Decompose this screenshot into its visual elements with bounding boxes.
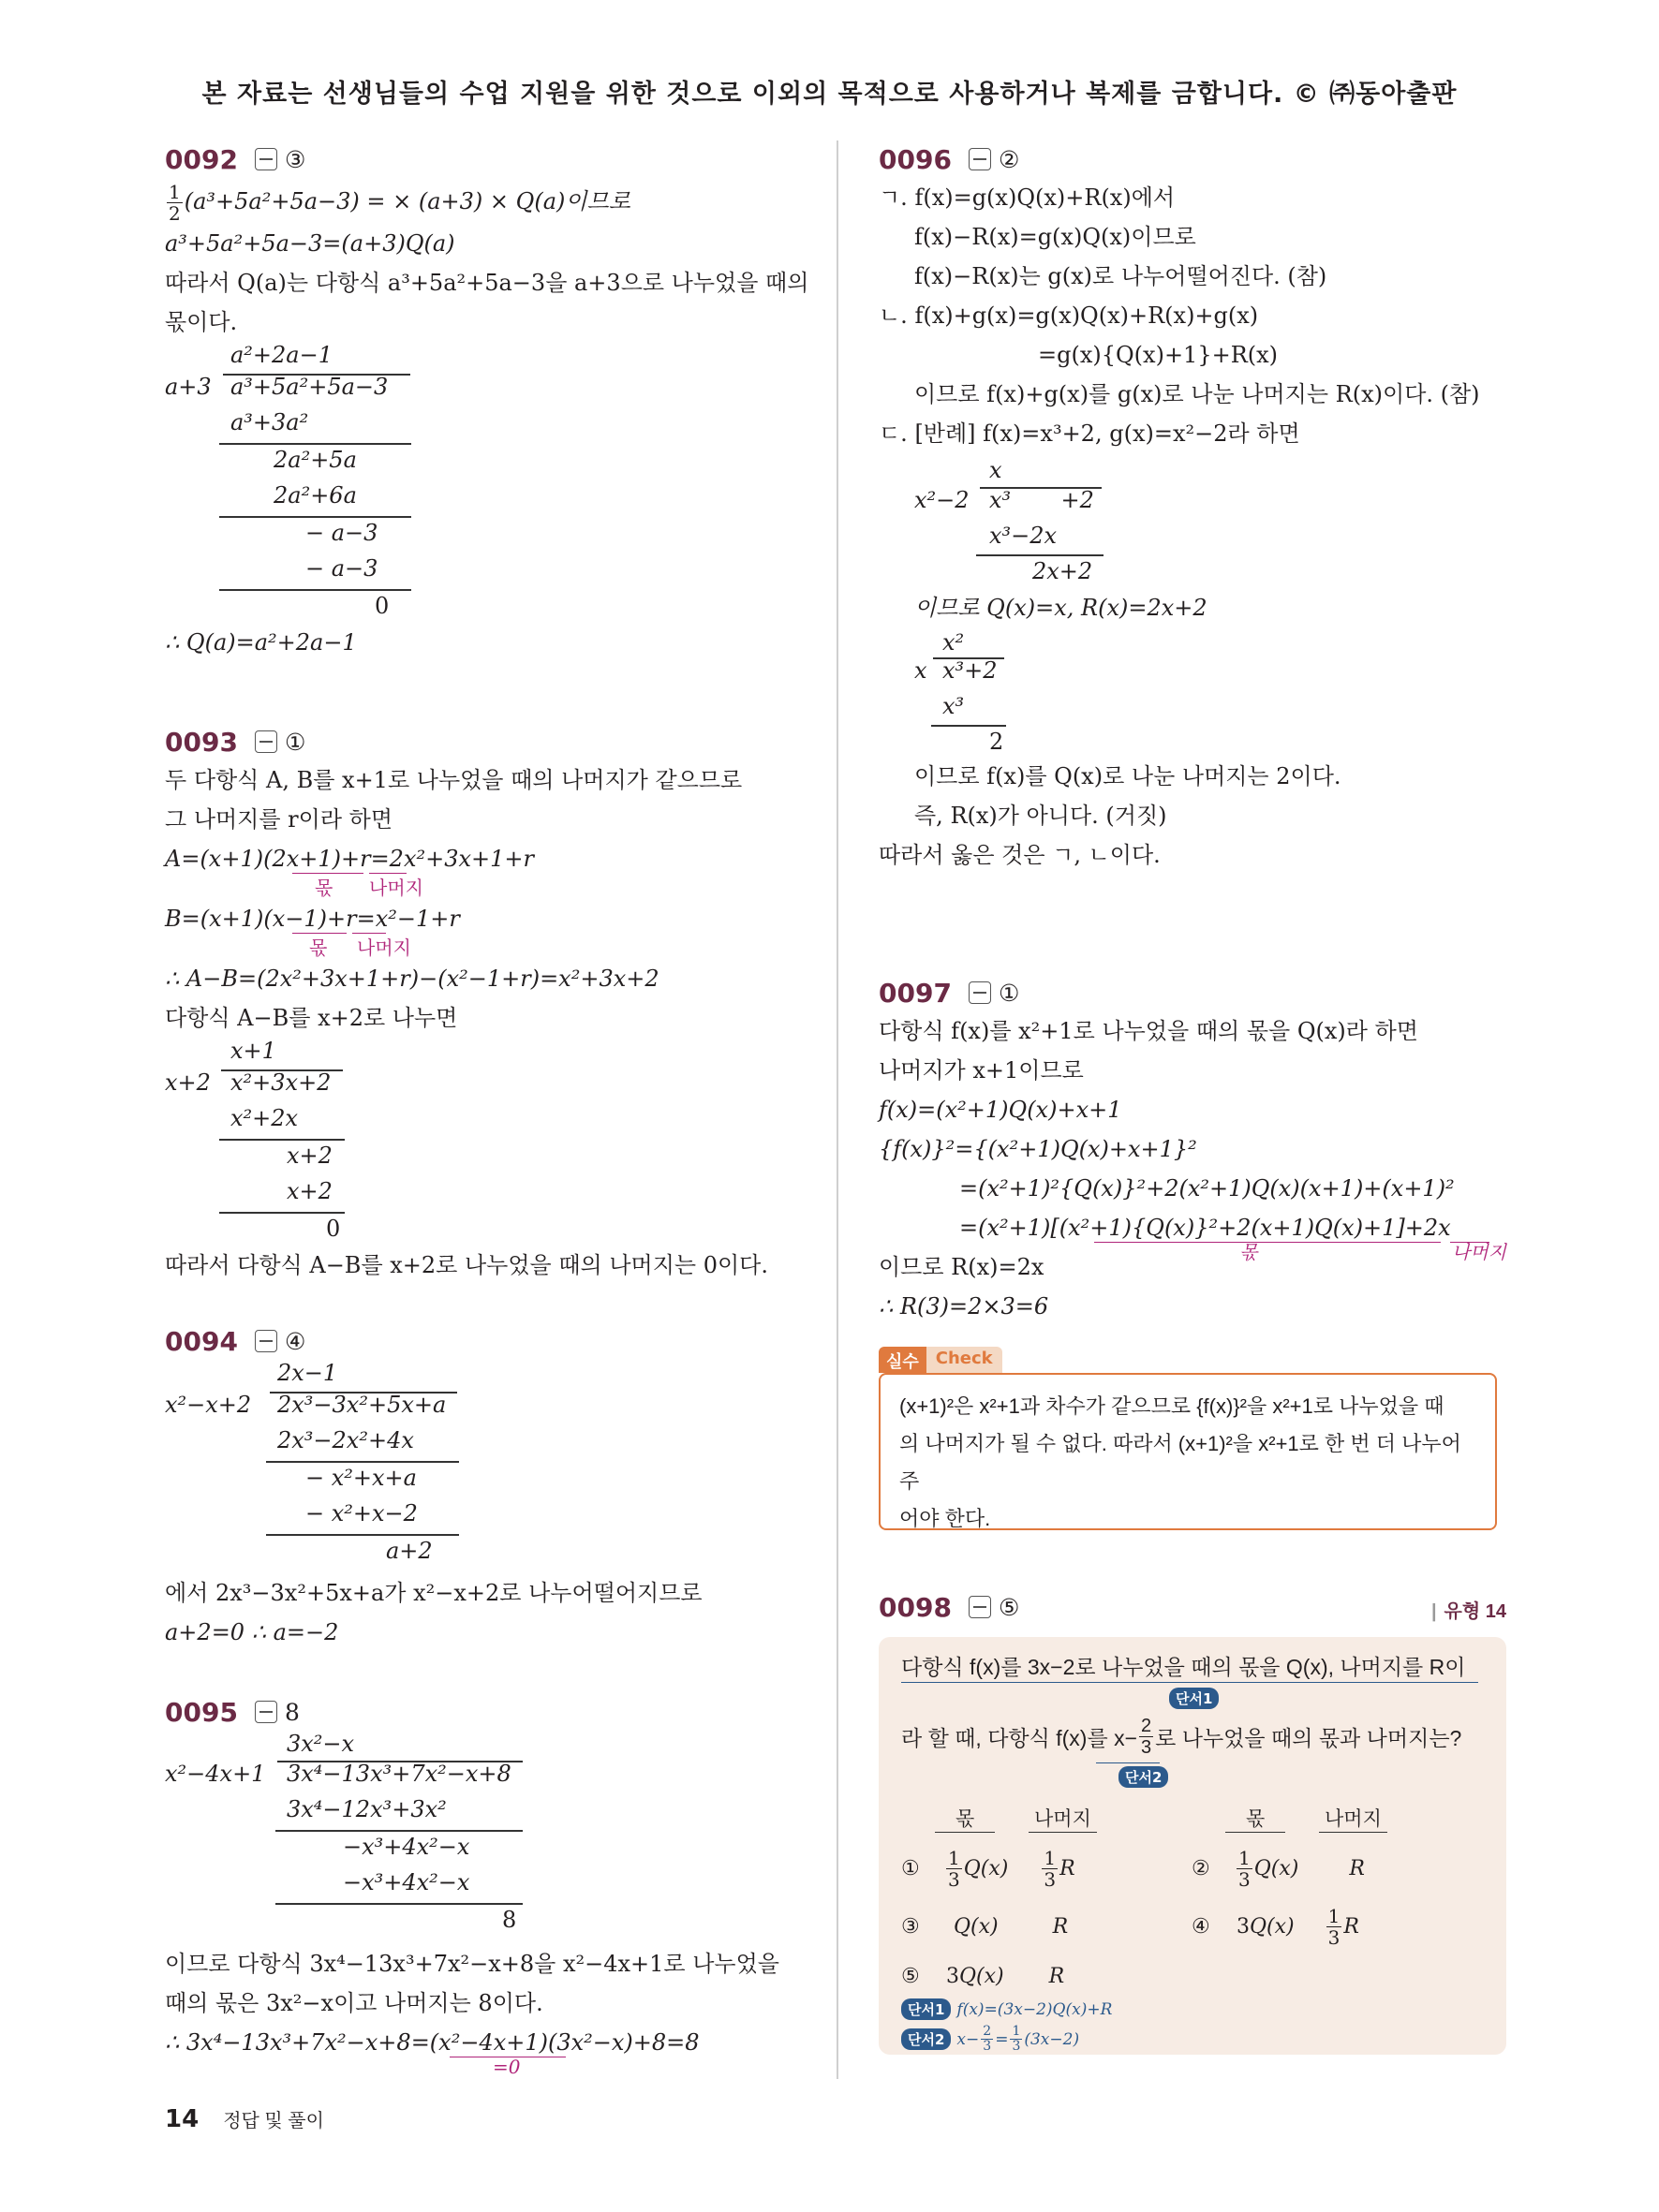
division-remainder: 0 [326,1216,341,1242]
zero-label: =0 [493,2056,521,2078]
division-row: − x²+x+a [305,1465,417,1491]
division-quotient: x+1 [230,1038,276,1064]
problem-box [879,1637,1506,2055]
division-row: x+2 [287,1178,333,1204]
hint-underline [901,1682,1478,1683]
annotation-row [165,938,811,959]
check-line: 어야 한다. [899,1507,991,1530]
mistake-check-tag [879,1347,1002,1373]
remainder-label: 나머지 [369,877,423,899]
page-number: 14 [165,2105,200,2133]
quotient-underline [1094,1242,1441,1243]
fraction: $\frac{2}{3}$ [1141,1716,1152,1758]
division-row: − a−3 [305,520,378,546]
division-row: 3x⁴−12x³+3x² [287,1796,447,1822]
division-quotient: 2x−1 [277,1360,338,1386]
hint-chip-1: 단서1 [1169,1688,1219,1709]
division-quotient: a²+2a−1 [230,342,333,368]
division-divisor: x+2 [165,1069,211,1096]
solution-line: 다항식 f(x)를 x²+1로 나누었을 때의 몫을 Q(x)라 하면 [879,1018,1418,1044]
solution-line: 이므로 Q(x)=x, R(x)=2x+2 [914,595,1207,621]
solution-line: f(x)−R(x)는 g(x)로 나누어떨어진다. (참) [914,263,1327,289]
footer-label: 정답 및 풀이 [223,2111,324,2131]
header-quotient: 몫 [1225,1804,1285,1833]
problem-number: 0096 [879,143,952,175]
problem-0094 [165,1322,811,1652]
header-remainder: 나머지 [1319,1804,1387,1833]
division-dividend: 3x⁴−13x³+7x²−x+8 [287,1761,511,1787]
division-dividend: x³ +2 [989,487,1094,513]
problem-header [879,974,1506,1011]
answer-icon [255,1330,277,1352]
division-remainder: 2 [989,729,1004,755]
solution-line: a+2=0 ∴ a=−2 [165,1619,339,1645]
problem-number: 0094 [165,1325,238,1357]
division-rule [219,443,411,445]
quotient-label: 몫 [309,936,328,959]
mistake-check-box [879,1373,1497,1530]
long-division [165,342,811,623]
solution-line: 몫이다. [165,309,238,335]
solution-line: $\frac{1}{2}$ (a³+5a²+5a−3) = × (a+3) × Q(a)이므로 [169,181,630,225]
division-row: x+2 [287,1143,333,1169]
choice-4[interactable]: ④ 3 Q(x) $\frac{1}{3}$ R [1192,1904,1359,1949]
division-quotient: 3x²−x [287,1731,355,1757]
answer-value: ② [998,145,1020,173]
hint-2-note: 단서2 x− $\frac{2}{3}$ = $\frac{1}{3}$ (3x−2) [901,2025,1079,2054]
division-divisor: x²−2 [914,487,970,513]
check-tag-label: 실수 [879,1347,926,1373]
division-row: − a−3 [305,555,378,582]
problem-number: 0092 [165,143,238,175]
choice-3[interactable]: ③ Q(x) R [901,1914,1069,1939]
problem-header [879,1588,1506,1626]
division-remainder: a+2 [386,1538,433,1564]
division-rule [275,1903,523,1905]
division-rule [219,1212,345,1214]
solution-line: ∴ 3x⁴−13x³+7x²−x+8=(x²−4x+1)(3x²−x)+8=8 =0 [165,2023,811,2062]
solution-line: f(x)−R(x)=g(x)Q(x)이므로 [914,224,1196,250]
solution-line: 때의 몫은 3x²−x이고 나머지는 8이다. [165,1990,543,2016]
answer-value: 8 [284,1698,300,1726]
answer-value: ③ [284,145,306,173]
hint-underline [1096,1762,1160,1763]
division-quotient: x [989,457,1002,483]
division-rule [266,1461,459,1463]
solution-line: 따라서 Q(a)는 다항식 a³+5a²+5a−3을 a+3으로 나누었을 때의 [165,270,809,296]
solution-line: A=(x+1)(2x+1)+r=2x²+3x+1+r [165,839,811,878]
long-division [165,1360,811,1564]
long-division [165,1038,811,1242]
division-row: −x³+4x²−x [343,1869,470,1895]
answer-value: ⑤ [998,1593,1020,1621]
problem-header [165,1322,811,1360]
check-line: (x+1)²은 x²+1과 차수가 같으므로 {f(x)}²을 x²+1로 나누었을 때 [899,1394,1444,1418]
division-row: 2a²+6a [274,482,357,509]
question-line: 라 할 때, 다항식 f(x)를 x− $\frac{2}{3}$ 로 나누었을 때의 몫과 나머지는? [901,1716,1462,1758]
division-row: − x²+x−2 [305,1500,418,1526]
copyright-notice: 본 자료는 선생님들의 수업 지원을 위한 것으로 이외의 목적으로 사용하거나 복제를 금합니다. © ㈜동아출판 [201,80,1458,109]
solution-line: 이므로 f(x)를 Q(x)로 나눈 나머지는 2이다. [914,763,1341,789]
division-rule [266,1534,459,1536]
page-footer [165,2105,324,2133]
solution-line: =(x²+1)[(x²+1){Q(x)}²+2(x+1)Q(x)+1]+2x 몫 나머지 [879,1208,1506,1247]
answer-icon [969,981,991,1004]
remainder-label: 나머지 [1452,1241,1506,1263]
problem-0096 [879,140,1506,875]
answer-value: ① [998,979,1020,1007]
answer-value: ④ [284,1327,306,1355]
remainder-label: 나머지 [357,936,411,959]
solution-line: 에서 2x³−3x²+5x+a가 x²−x+2로 나누어떨어지므로 [165,1580,703,1606]
division-divisor: x²−4x+1 [165,1761,266,1787]
check-tag-title: Check [926,1347,1002,1373]
hint-1-note: 단서1 f(x)=(3x−2)Q(x)+R [901,1998,1112,2020]
solution-line: 두 다항식 A, B를 x+1로 나누었을 때의 나머지가 같으므로 [165,767,743,793]
solution-line: 그 나머지를 r이라 하면 [165,806,393,833]
problem-0098 [879,1588,1506,2054]
solution-line: 따라서 옳은 것은 ㄱ, ㄴ이다. [879,842,1161,868]
answer-icon [255,730,277,753]
answer-icon [255,1701,277,1723]
solution-line: 따라서 다항식 A−B를 x+2로 나누었을 때의 나머지는 0이다. [165,1252,768,1278]
division-row: 2x³−2x²+4x [277,1427,414,1453]
solution-line: B=(x+1)(x−1)+r=x²−1+r [165,899,811,938]
problem-0092 [165,140,811,662]
solution-line: ∴ A−B=(2x²+3x+1+r)−(x²−1+r)=x²+3x+2 [165,966,659,992]
solution-line: ㄴ. f(x)+g(x)=g(x)Q(x)+R(x)+g(x) [879,302,1259,329]
question-line: 다항식 f(x)를 3x−2로 나누었을 때의 몫을 Q(x), 나머지를 R이 [901,1655,1466,1679]
header-remainder: 나머지 [1029,1804,1097,1833]
division-dividend: 2x³−3x²+5x+a [277,1392,447,1418]
problem-number: 0093 [165,726,238,758]
solution-line: 이므로 다항식 3x⁴−13x³+7x²−x+8을 x²−4x+1로 나누었을 [165,1951,779,1977]
long-division [165,1731,811,1933]
division-divisor: x²−x+2 [165,1392,252,1418]
problem-header [165,1693,811,1731]
choice-1[interactable]: ① $\frac{1}{3}$ Q(x) $\frac{1}{3}$ R [901,1846,1075,1891]
solution-line: 나머지가 x+1이므로 [879,1057,1084,1084]
quotient-label: 몫 [315,877,333,899]
division-quotient: x² [942,629,965,656]
header-quotient: 몫 [935,1804,995,1833]
division-rule [931,725,1006,727]
division-row: −x³+4x²−x [343,1834,470,1860]
problem-number: 0098 [879,1591,952,1623]
problem-type-tag: | 유형 14 [1430,1601,1506,1622]
solution-line: 이므로 R(x)=2x [879,1254,1044,1280]
division-row: x³−2x [989,523,1058,549]
division-rule [219,1139,345,1141]
problem-0097 [879,974,1506,1530]
problem-header [879,140,1506,178]
solution-line: 즉, R(x)가 아니다. (거짓) [914,803,1167,829]
long-division [914,453,1506,582]
division-dividend: a³+5a²+5a−3 [230,374,389,400]
division-dividend: x³+2 [942,657,998,684]
solution-line: 다항식 A−B를 x+2로 나누면 [165,1005,458,1031]
division-divisor: x [914,657,927,684]
division-row: 2a²+5a [274,447,357,473]
fraction: $\frac{1}{2}$ [169,181,181,225]
annotation-row [165,878,811,899]
division-rule [219,589,411,591]
division-remainder: 8 [502,1907,517,1933]
division-row: x²+2x [230,1105,299,1131]
solution-line: 이므로 f(x)+g(x)를 g(x)로 나눈 나머지는 R(x)이다. (참) [914,381,1480,407]
problem-header [165,140,811,178]
choice-2[interactable]: ② $\frac{1}{3}$ Q(x) R [1192,1846,1365,1891]
problem-header [165,723,811,760]
solution-line: =g(x){Q(x)+1}+R(x) [1038,342,1279,368]
division-remainder: 2x+2 [1032,558,1093,584]
division-row: x³ [942,693,965,719]
answer-value: ① [284,728,306,756]
division-rule [219,516,411,518]
solution-line: a³+5a²+5a−3=(a+3)Q(a) [165,230,455,257]
solution-line: ㄷ. [반례] f(x)=x³+2, g(x)=x²−2라 하면 [879,420,1300,447]
answer-icon [255,148,277,170]
problem-0093 [165,723,811,1285]
solution-line: =(x²+1)²{Q(x)}²+2(x²+1)Q(x)(x+1)+(x+1)² [959,1175,1455,1202]
choice-5[interactable]: ⑤ 3 Q(x) R [901,1964,1065,1988]
division-remainder: 0 [375,593,390,619]
solution-line: ㄱ. f(x)=g(x)Q(x)+R(x)에서 [879,184,1176,211]
solution-line: f(x)=(x²+1)Q(x)+x+1 [879,1097,1122,1123]
problem-number: 0097 [879,977,952,1009]
quotient-label: 몫 [1239,1241,1258,1263]
solution-line: {f(x)}²={(x²+1)Q(x)+x+1}² [879,1136,1197,1162]
hint-chip-2: 단서2 [1118,1766,1168,1788]
problem-0095 [165,1693,811,2078]
long-division [914,627,1506,755]
answer-icon [969,148,991,170]
solution-line: ∴ R(3)=2×3=6 [879,1293,1049,1320]
answer-icon [969,1596,991,1618]
division-rule [275,1830,523,1832]
problem-number: 0095 [165,1696,238,1728]
check-line: 의 나머지가 될 수 없다. 따라서 (x+1)²을 x²+1로 한 번 더 나누어 주 [899,1432,1461,1493]
solution-line: ∴ Q(a)=a²+2a−1 [165,629,357,656]
division-dividend: x²+3x+2 [230,1069,332,1096]
division-rule [976,554,1104,556]
column-divider [837,140,838,2079]
division-row: a³+3a² [230,409,309,435]
division-divisor: a+3 [165,374,212,400]
